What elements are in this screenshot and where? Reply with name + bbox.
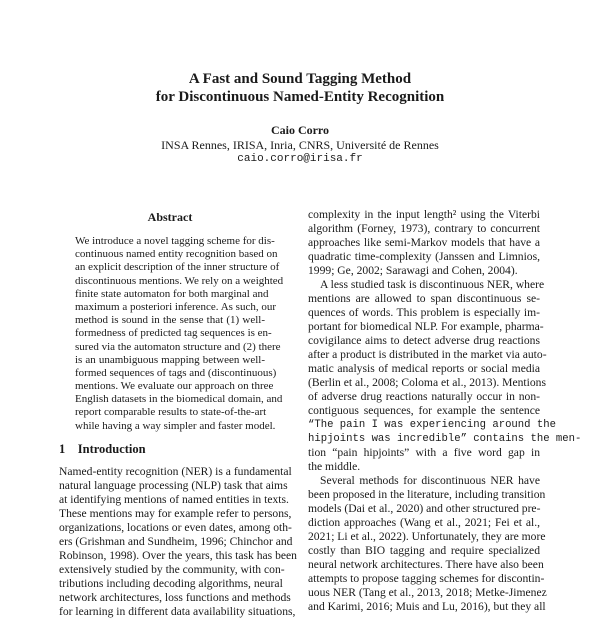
text-line: formed sequences of tags and (discontinuous) [75, 366, 277, 379]
author-name: Caio Corro [270, 123, 330, 137]
text-line: formedness of predicted tag sequences is en- [75, 327, 272, 340]
text-line: the middle. [308, 460, 361, 473]
text-line: Several methods for discontinuous NER have [320, 474, 540, 487]
affiliation: INSA Rennes, IRISA, Inria, CNRS, Université de Rennes [161, 138, 439, 152]
text-line: contiguous sequences, for example the sentence [308, 404, 540, 417]
text-line: tributions including decoding algorithms, neural [59, 576, 283, 590]
text-line: Robinson, 1998). Over the years, this task has been [59, 548, 297, 562]
text-line: and Karimi, 2016; Muis and Lu, 2016), but they all [308, 600, 546, 613]
text-line: portant for biomedical NLP. For example, pharma- [308, 320, 544, 333]
text-line: “The pain I was experiencing around the [308, 419, 556, 431]
text-line: 1999; Ge, 2002; Sarawagi and Cohen, 2004). [308, 264, 518, 277]
text-line: report comparable results to state-of-the-art [75, 406, 267, 419]
text-line: approaches like semi-Markov models that have a [308, 236, 540, 249]
text-line: discontinuous mentions. We rely on a weighted [75, 274, 284, 287]
text-line: neural network architectures. There have also been [308, 558, 544, 571]
text-line: quadratic time-complexity (Janssen and Limnios, [308, 250, 540, 263]
text-line: quences of words. This problem is especially im- [308, 306, 540, 319]
text-line: natural language processing (NLP) task that aims [59, 478, 288, 492]
right-column [308, 208, 582, 614]
text-line: A less studied task is discontinuous NER, where [320, 278, 545, 291]
text-line: costly than BIO tagging and require specialized [308, 544, 540, 557]
paper-title-line-1: A Fast and Sound Tagging Method [188, 71, 412, 87]
text-line: Named-entity recognition (NER) is a fundamental [59, 464, 292, 478]
text-line: while having a way simpler and faster model. [75, 419, 276, 432]
text-line: models (Dai et al., 2020) and other structured pre- [308, 502, 541, 515]
text-line: after a product is distributed in the market via auto- [308, 348, 547, 361]
text-line: extensively studied by the community, with con- [59, 562, 285, 576]
intro-body-left [59, 464, 297, 619]
text-line: an explicit description of the inner structure of [75, 261, 280, 274]
email: caio.corro@irisa.fr [237, 153, 363, 165]
text-line: of adverse drug reactions naturally occur in non- [308, 390, 540, 403]
text-line: at identifying mentions of named entities in texts. [59, 492, 289, 506]
text-line: English datasets in the biomedical domain, and [75, 393, 283, 406]
left-column [59, 210, 297, 619]
abstract-heading: Abstract [147, 210, 193, 224]
section-heading-introduction [59, 442, 281, 457]
text-line: complexity in the input length² using the Viterbi [308, 208, 540, 221]
text-line: method is sound in the sense that (1) well- [75, 314, 265, 327]
text-line: mentions. We evaluate our approach on three [75, 380, 274, 393]
text-line: These mentions may for example refer to persons, [59, 506, 292, 520]
text-line: sured via the automaton structure and (2) there [75, 340, 281, 353]
text-line: algorithm (Forney, 1973), contrary to concurrent [308, 222, 540, 235]
text-line: for learning in different data availability situations, [59, 604, 296, 618]
text-line: We introduce a novel tagging scheme for dis- [75, 235, 275, 247]
text-line: hipjoints was incredible” contains the men- [308, 433, 582, 445]
text-line: organizations, locations or even dates, among oth- [59, 520, 292, 534]
text-line: attempts to propose tagging schemes for discontin- [308, 572, 545, 585]
text-line: (Berlin et al., 2008; Coloma et al., 2013). Mentions [308, 376, 546, 389]
section-number: 1 [59, 441, 66, 456]
text-line: maximum a posteriori inference. As such, our [75, 300, 277, 313]
text-line: been proposed in the literature, including transition [308, 488, 546, 501]
paper-title-line-2: for Discontinuous Named-Entity Recognition [155, 89, 445, 105]
text-line: uous NER (Tang et al., 2013, 2018; Metke-Jimenez [308, 586, 547, 599]
text-line: is an unambiguous mapping between well- [75, 353, 265, 366]
text-line: 2021; Li et al., 2022). Unfortunately, they are more [308, 530, 546, 543]
text-line: continuous named entity recognition based on [75, 248, 278, 261]
text-line: tion “pain hipjoints” with a five word gap in [308, 446, 540, 459]
text-line: finite state automaton for both marginal and [75, 287, 269, 300]
text-line: covigilance aims to detect adverse drug reactions [308, 334, 540, 347]
text-line: diction approaches (Wang et al., 2021; Fei et al., [308, 516, 540, 529]
text-line: network architectures, loss functions and methods [59, 590, 291, 604]
text-line: mentions are allowed to span discontinuous se- [308, 292, 540, 305]
text-line: matic analysis of medical reports or social media [308, 362, 540, 375]
abstract-body [75, 235, 284, 433]
text-line: ers (Grishman and Sundheim, 1996; Chinchor and [59, 534, 293, 548]
section-title: Introduction [77, 441, 146, 456]
